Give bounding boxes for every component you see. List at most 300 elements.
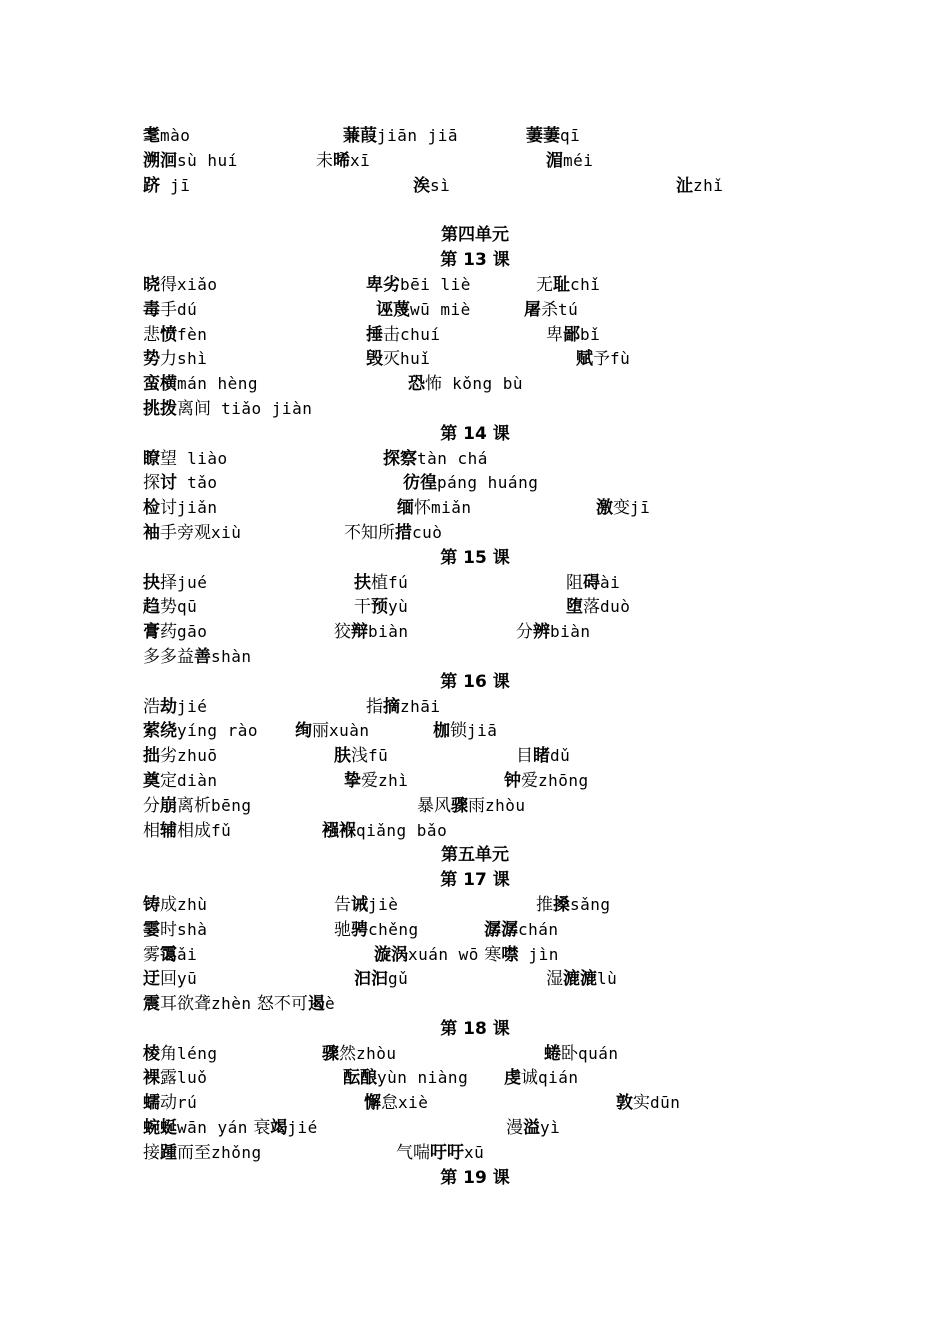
keyword-char: 萦绕 bbox=[143, 721, 177, 742]
plain-char: 无 bbox=[536, 274, 553, 295]
vocab-entry bbox=[143, 893, 207, 918]
plain-char: 灭 bbox=[383, 349, 400, 370]
vocab-entry bbox=[403, 471, 538, 496]
pinyin: bǐ bbox=[580, 324, 601, 344]
keyword-char: 缅 bbox=[397, 498, 414, 519]
pinyin: tiǎo jiàn bbox=[211, 398, 313, 418]
vocab-entry bbox=[143, 794, 252, 819]
pinyin: zhèn bbox=[211, 994, 252, 1014]
vocab-entry bbox=[334, 918, 419, 943]
plain-char: 定 bbox=[160, 770, 177, 791]
plain-char: 雾 bbox=[143, 944, 160, 965]
plain-char: 然 bbox=[339, 1043, 356, 1064]
vocab-entry bbox=[383, 447, 488, 472]
vocab-row bbox=[0, 323, 950, 348]
plain-char: 浅 bbox=[351, 746, 368, 767]
keyword-char: 辩 bbox=[351, 622, 368, 643]
pinyin: zhòu bbox=[356, 1043, 397, 1063]
plain-char: 干 bbox=[354, 597, 371, 618]
pinyin: cuò bbox=[412, 522, 443, 542]
vocab-row bbox=[0, 521, 950, 546]
keyword-char: 扶 bbox=[354, 572, 371, 593]
vocab-entry bbox=[374, 943, 559, 968]
keyword-char: 涘 bbox=[413, 175, 430, 196]
vocab-entry bbox=[366, 323, 441, 348]
vocab-entry bbox=[364, 1091, 428, 1116]
pinyin: rú bbox=[177, 1093, 198, 1113]
vocab-row bbox=[0, 372, 950, 397]
vocab-entry bbox=[143, 1116, 318, 1141]
vocab-row bbox=[0, 794, 950, 819]
keyword-char: 挑拨 bbox=[143, 398, 177, 419]
plain-char: 驰 bbox=[334, 919, 351, 940]
plain-char: 气喘 bbox=[396, 1142, 430, 1163]
vocab-entry bbox=[334, 620, 409, 645]
pinyin: jìn bbox=[518, 944, 559, 964]
vocab-entry bbox=[616, 1091, 680, 1116]
section-heading: 第 18 课 bbox=[440, 1018, 510, 1039]
vocab-row bbox=[0, 571, 950, 596]
vocabulary-document bbox=[0, 124, 950, 1190]
plain-char: 望 bbox=[160, 448, 177, 469]
keyword-char: 赋 bbox=[576, 349, 593, 370]
plain-char: 暴风 bbox=[417, 795, 451, 816]
keyword-char: 辅 bbox=[160, 820, 177, 841]
vocab-entry bbox=[408, 372, 523, 397]
vocab-row bbox=[0, 471, 950, 496]
vocab-entry bbox=[143, 943, 197, 968]
keyword-char: 检 bbox=[143, 498, 160, 519]
pinyin: fǔ bbox=[211, 820, 232, 840]
pinyin: bēng bbox=[211, 795, 252, 815]
keyword-char: 措 bbox=[395, 522, 412, 543]
vocab-row bbox=[0, 744, 950, 769]
vocab-row bbox=[0, 719, 950, 744]
pinyin: jī bbox=[630, 498, 651, 518]
vocab-entry bbox=[316, 149, 370, 174]
vocab-entry bbox=[516, 620, 591, 645]
keyword-char: 劫 bbox=[160, 696, 177, 717]
plain-char: 阻 bbox=[566, 572, 583, 593]
pinyin: ǎi bbox=[177, 944, 198, 964]
pinyin: zhù bbox=[177, 894, 208, 914]
vocab-entry bbox=[546, 149, 593, 174]
vocab-row bbox=[0, 496, 950, 521]
plain-char: 时 bbox=[160, 919, 177, 940]
keyword-char: 懈 bbox=[364, 1093, 381, 1114]
keyword-char: 晞 bbox=[333, 150, 350, 171]
vocab-entry bbox=[544, 1042, 619, 1067]
keyword-char: 耻 bbox=[553, 274, 570, 295]
pinyin: zhōng bbox=[538, 770, 589, 790]
keyword-char: 睹 bbox=[533, 746, 550, 767]
vocab-row bbox=[0, 397, 950, 422]
plain-char: 劣 bbox=[160, 746, 177, 767]
pinyin: léng bbox=[177, 1043, 218, 1063]
vocab-entry bbox=[143, 918, 207, 943]
vocab-row bbox=[0, 273, 950, 298]
pinyin: ài bbox=[600, 572, 621, 592]
plain-char: 而至 bbox=[177, 1142, 211, 1163]
pinyin: gāo bbox=[177, 622, 208, 642]
keyword-char: 崩 bbox=[160, 795, 177, 816]
plain-char: 回 bbox=[160, 969, 177, 990]
pinyin: xī bbox=[350, 150, 371, 170]
keyword-char: 裸 bbox=[143, 1068, 160, 1089]
pinyin: jī bbox=[160, 175, 191, 195]
plain-char: 多多益 bbox=[143, 646, 194, 667]
vocab-row bbox=[0, 447, 950, 472]
section-heading: 第 19 课 bbox=[440, 1167, 510, 1188]
vocab-entry bbox=[546, 967, 617, 992]
vocab-entry bbox=[295, 719, 370, 744]
plain-char: 予 bbox=[593, 349, 610, 370]
plain-char: 浩 bbox=[143, 696, 160, 717]
keyword-char: 漩涡 bbox=[374, 944, 408, 965]
keyword-char: 萋萋 bbox=[526, 126, 560, 146]
section-heading: 第 14 课 bbox=[440, 423, 510, 444]
plain-char: 怠 bbox=[381, 1093, 398, 1114]
pinyin: fù bbox=[610, 349, 631, 369]
keyword-char: 蜷 bbox=[544, 1043, 561, 1064]
pinyin: chǐ bbox=[570, 274, 601, 294]
keyword-char: 堕 bbox=[566, 597, 583, 618]
vocab-row bbox=[0, 595, 950, 620]
vocab-row bbox=[0, 174, 950, 199]
pinyin: lù bbox=[597, 969, 618, 989]
keyword-char: 探察 bbox=[383, 448, 417, 469]
keyword-char: 诬蔑 bbox=[376, 299, 410, 320]
pinyin: xū bbox=[464, 1142, 485, 1162]
pinyin: miǎn bbox=[431, 498, 472, 518]
pinyin: tú bbox=[558, 299, 579, 319]
keyword-char: 枷 bbox=[433, 721, 450, 742]
keyword-char: 拙 bbox=[143, 746, 160, 767]
vocab-entry bbox=[676, 174, 723, 199]
keyword-char: 蒹葭 bbox=[343, 126, 377, 146]
plain-char: 卑 bbox=[546, 324, 563, 345]
keyword-char: 善 bbox=[194, 646, 211, 667]
keyword-char: 碍 bbox=[583, 572, 600, 593]
keyword-char: 诫 bbox=[351, 894, 368, 915]
pinyin: biàn bbox=[368, 622, 409, 642]
vocab-entry bbox=[366, 273, 471, 298]
plain-char: 雨 bbox=[468, 795, 485, 816]
pinyin: jiā bbox=[467, 721, 498, 741]
keyword-char: 汩汩 bbox=[354, 969, 388, 990]
vocab-entry bbox=[366, 347, 430, 372]
keyword-char: 屠 bbox=[524, 299, 541, 320]
plain-char: 离间 bbox=[177, 398, 211, 419]
keyword-char: 瞭 bbox=[143, 448, 160, 469]
vocab-entry bbox=[143, 397, 312, 422]
keyword-char: 骤 bbox=[322, 1043, 339, 1064]
plain-char: 杀 bbox=[541, 299, 558, 320]
plain-char: 相成 bbox=[177, 820, 211, 841]
plain-char: 落 bbox=[583, 597, 600, 618]
keyword-char: 奠 bbox=[143, 770, 160, 791]
vocab-entry bbox=[504, 769, 589, 794]
pinyin: luǒ bbox=[177, 1068, 208, 1088]
plain-char: 分 bbox=[516, 622, 533, 643]
plain-char: 怖 bbox=[425, 374, 442, 395]
keyword-char: 溯洄 bbox=[143, 150, 177, 171]
keyword-char: 沚 bbox=[676, 175, 693, 196]
vocab-entry bbox=[417, 794, 526, 819]
plain-char: 悲 bbox=[143, 324, 160, 345]
keyword-char: 敦 bbox=[616, 1093, 633, 1114]
plain-char: 实 bbox=[633, 1093, 650, 1114]
vocab-entry bbox=[506, 1116, 560, 1141]
pinyin: zhuō bbox=[177, 746, 218, 766]
vocab-entry bbox=[143, 496, 218, 521]
vocab-entry bbox=[143, 769, 218, 794]
vocab-row bbox=[0, 769, 950, 794]
plain-char: 不知所 bbox=[344, 522, 395, 543]
keyword-char: 蠕 bbox=[143, 1093, 160, 1114]
keyword-char: 毁 bbox=[366, 349, 383, 370]
vocab-row bbox=[0, 1042, 950, 1067]
vocab-row bbox=[0, 1116, 950, 1141]
keyword-char: 霎 bbox=[143, 919, 160, 940]
keyword-char: 势 bbox=[143, 349, 160, 370]
vocab-entry bbox=[143, 1042, 218, 1067]
vocab-entry bbox=[504, 1066, 579, 1091]
pinyin: xuàn bbox=[329, 721, 370, 741]
keyword-char: 霭 bbox=[160, 944, 177, 965]
plain-char: 手旁观 bbox=[160, 522, 211, 543]
keyword-char: 毒 bbox=[143, 299, 160, 320]
plain-char: 讨 bbox=[160, 498, 177, 519]
keyword-char: 趋 bbox=[143, 597, 160, 618]
vocab-entry bbox=[143, 447, 228, 472]
vocab-entry bbox=[366, 695, 441, 720]
pinyin: bēi liè bbox=[400, 274, 471, 294]
keyword-char: 吁吁 bbox=[430, 1142, 464, 1163]
plain-char: 耳欲聋 bbox=[160, 994, 211, 1015]
vocab-entry bbox=[396, 1141, 484, 1166]
pinyin: sù huí bbox=[177, 150, 238, 170]
keyword-char: 捶 bbox=[366, 324, 383, 345]
vocab-entry bbox=[344, 769, 408, 794]
vocab-entry bbox=[143, 967, 197, 992]
vocab-row bbox=[0, 819, 950, 844]
pinyin: zhòu bbox=[485, 795, 526, 815]
plain-char: 成 bbox=[160, 894, 177, 915]
keyword-char: 竭 bbox=[270, 1118, 288, 1139]
keyword-char: 愤 bbox=[160, 324, 177, 345]
pinyin: huǐ bbox=[400, 349, 431, 369]
pinyin: xiǎo bbox=[177, 274, 218, 294]
vocab-entry bbox=[143, 595, 197, 620]
pinyin: xuán wō bbox=[408, 944, 479, 964]
vocab-row bbox=[0, 893, 950, 918]
pinyin: sǎng bbox=[570, 894, 611, 914]
vocab-entry bbox=[566, 571, 620, 596]
vocab-entry bbox=[413, 174, 450, 199]
keyword-char: 彷徨 bbox=[403, 473, 437, 494]
vocab-row bbox=[0, 347, 950, 372]
pinyin: yíng rào bbox=[177, 721, 259, 741]
pinyin: jié bbox=[287, 1118, 318, 1138]
vocab-entry bbox=[524, 298, 578, 323]
keyword-char: 摘 bbox=[383, 696, 400, 717]
pinyin: gǔ bbox=[388, 969, 409, 989]
keyword-char: 溢 bbox=[523, 1118, 540, 1139]
pinyin: shàn bbox=[211, 646, 252, 666]
pinyin: fū bbox=[368, 746, 389, 766]
pinyin: qiǎng bǎo bbox=[356, 820, 448, 840]
keyword-char: 卑劣 bbox=[366, 274, 400, 295]
plain-char: 告 bbox=[334, 894, 351, 915]
pinyin: yì bbox=[540, 1118, 561, 1138]
pinyin: diàn bbox=[177, 770, 218, 790]
keyword-char: 跻 bbox=[143, 175, 160, 196]
vocab-row bbox=[0, 1141, 950, 1166]
plain-char: 得 bbox=[160, 274, 177, 295]
plain-char: 狡 bbox=[334, 622, 351, 643]
keyword-char: 挚 bbox=[344, 770, 361, 791]
keyword-char: 绚 bbox=[295, 721, 312, 742]
keyword-char: 晓 bbox=[143, 274, 160, 295]
pinyin: méi bbox=[563, 150, 594, 170]
plain-char: 寒 bbox=[478, 944, 502, 965]
vocab-entry bbox=[484, 918, 559, 943]
pinyin: dú bbox=[177, 299, 198, 319]
keyword-char: 蜿蜒 bbox=[143, 1118, 177, 1139]
keyword-char: 迂 bbox=[143, 969, 160, 990]
vocab-entry bbox=[576, 347, 630, 372]
keyword-char: 鄙 bbox=[563, 324, 580, 345]
plain-char: 相 bbox=[143, 820, 160, 841]
keyword-char: 激 bbox=[596, 498, 613, 519]
vocab-entry bbox=[143, 992, 335, 1017]
vocab-row bbox=[0, 620, 950, 645]
vocab-entry bbox=[143, 719, 258, 744]
plain-char: 力 bbox=[160, 349, 177, 370]
vocab-entry bbox=[143, 620, 207, 645]
pinyin: qī bbox=[560, 126, 581, 145]
keyword-char: 膏 bbox=[143, 622, 160, 643]
pinyin: wū miè bbox=[410, 299, 471, 319]
keyword-char: 骋 bbox=[351, 919, 368, 940]
pinyin: è bbox=[324, 994, 336, 1014]
plain-char: 漫 bbox=[506, 1118, 523, 1139]
keyword-char: 耄 bbox=[143, 126, 160, 146]
vocab-entry bbox=[143, 323, 207, 348]
vocab-entry bbox=[143, 521, 241, 546]
pinyin: zhǒng bbox=[211, 1142, 262, 1162]
plain-char: 丽 bbox=[312, 721, 329, 742]
vocab-entry bbox=[143, 298, 197, 323]
plain-char: 变 bbox=[613, 498, 630, 519]
pinyin: quán bbox=[578, 1043, 619, 1063]
keyword-char: 踵 bbox=[160, 1142, 177, 1163]
vocab-row bbox=[0, 1091, 950, 1116]
pinyin: yù bbox=[388, 597, 409, 617]
pinyin: qián bbox=[538, 1068, 579, 1088]
plain-char: 爱 bbox=[361, 770, 378, 791]
pinyin: chěng bbox=[368, 919, 419, 939]
pinyin: dǔ bbox=[550, 746, 571, 766]
keyword-char: 恐 bbox=[408, 374, 425, 395]
vocab-row bbox=[0, 918, 950, 943]
plain-char: 湿 bbox=[546, 969, 563, 990]
vocab-entry bbox=[322, 1042, 397, 1067]
plain-char: 爱 bbox=[521, 770, 538, 791]
pinyin: tàn chá bbox=[417, 448, 488, 468]
pinyin: yū bbox=[177, 969, 198, 989]
vocab-entry bbox=[354, 595, 408, 620]
vocab-entry bbox=[334, 744, 388, 769]
plain-char: 分 bbox=[143, 795, 160, 816]
plain-char: 未 bbox=[316, 150, 333, 171]
vocab-row bbox=[0, 695, 950, 720]
keyword-char: 钟 bbox=[504, 770, 521, 791]
pinyin: jué bbox=[177, 572, 208, 592]
pinyin: tǎo bbox=[177, 473, 218, 493]
vocab-entry bbox=[143, 372, 258, 397]
keyword-char: 肤 bbox=[334, 746, 351, 767]
plain-char: 击 bbox=[383, 324, 400, 345]
spacer bbox=[0, 198, 950, 223]
pinyin: liào bbox=[177, 448, 228, 468]
vocab-entry bbox=[536, 273, 600, 298]
vocab-entry bbox=[354, 967, 408, 992]
vocab-entry bbox=[143, 1066, 207, 1091]
keyword-char: 襁褓 bbox=[322, 820, 356, 841]
vocab-row bbox=[0, 298, 950, 323]
pinyin: mào bbox=[160, 126, 191, 145]
vocab-row bbox=[0, 124, 950, 149]
plain-char: 药 bbox=[160, 622, 177, 643]
pinyin: jiè bbox=[368, 894, 399, 914]
vocab-entry bbox=[143, 744, 218, 769]
keyword-char: 酝酿 bbox=[343, 1068, 377, 1089]
vocab-entry bbox=[143, 645, 252, 670]
plain-char: 怀 bbox=[414, 498, 431, 519]
vocab-entry bbox=[526, 124, 580, 149]
vocab-entry bbox=[397, 496, 472, 521]
plain-char: 指 bbox=[366, 696, 383, 717]
pinyin: zhǐ bbox=[693, 175, 724, 195]
plain-char: 诚 bbox=[521, 1068, 538, 1089]
keyword-char: 震 bbox=[143, 994, 160, 1015]
keyword-char: 搡 bbox=[553, 894, 570, 915]
vocab-entry bbox=[596, 496, 650, 521]
plain-char: 目 bbox=[516, 746, 533, 767]
keyword-char: 骤 bbox=[451, 795, 468, 816]
vocab-entry bbox=[334, 893, 398, 918]
pinyin: zhì bbox=[378, 770, 409, 790]
keyword-char: 预 bbox=[371, 597, 388, 618]
vocab-entry bbox=[343, 1066, 468, 1091]
vocab-entry bbox=[143, 819, 231, 844]
keyword-char: 抉 bbox=[143, 572, 160, 593]
vocab-entry bbox=[546, 323, 600, 348]
vocab-entry bbox=[143, 273, 218, 298]
vocab-row bbox=[0, 943, 950, 968]
pinyin: jié bbox=[177, 696, 208, 716]
vocab-entry bbox=[536, 893, 611, 918]
plain-char: 势 bbox=[160, 597, 177, 618]
keyword-char: 铸 bbox=[143, 894, 160, 915]
vocab-entry bbox=[344, 521, 442, 546]
vocab-entry bbox=[143, 471, 218, 496]
pinyin: xiù bbox=[211, 522, 242, 542]
plain-char: 择 bbox=[160, 572, 177, 593]
pinyin: jiān jiā bbox=[377, 126, 459, 145]
